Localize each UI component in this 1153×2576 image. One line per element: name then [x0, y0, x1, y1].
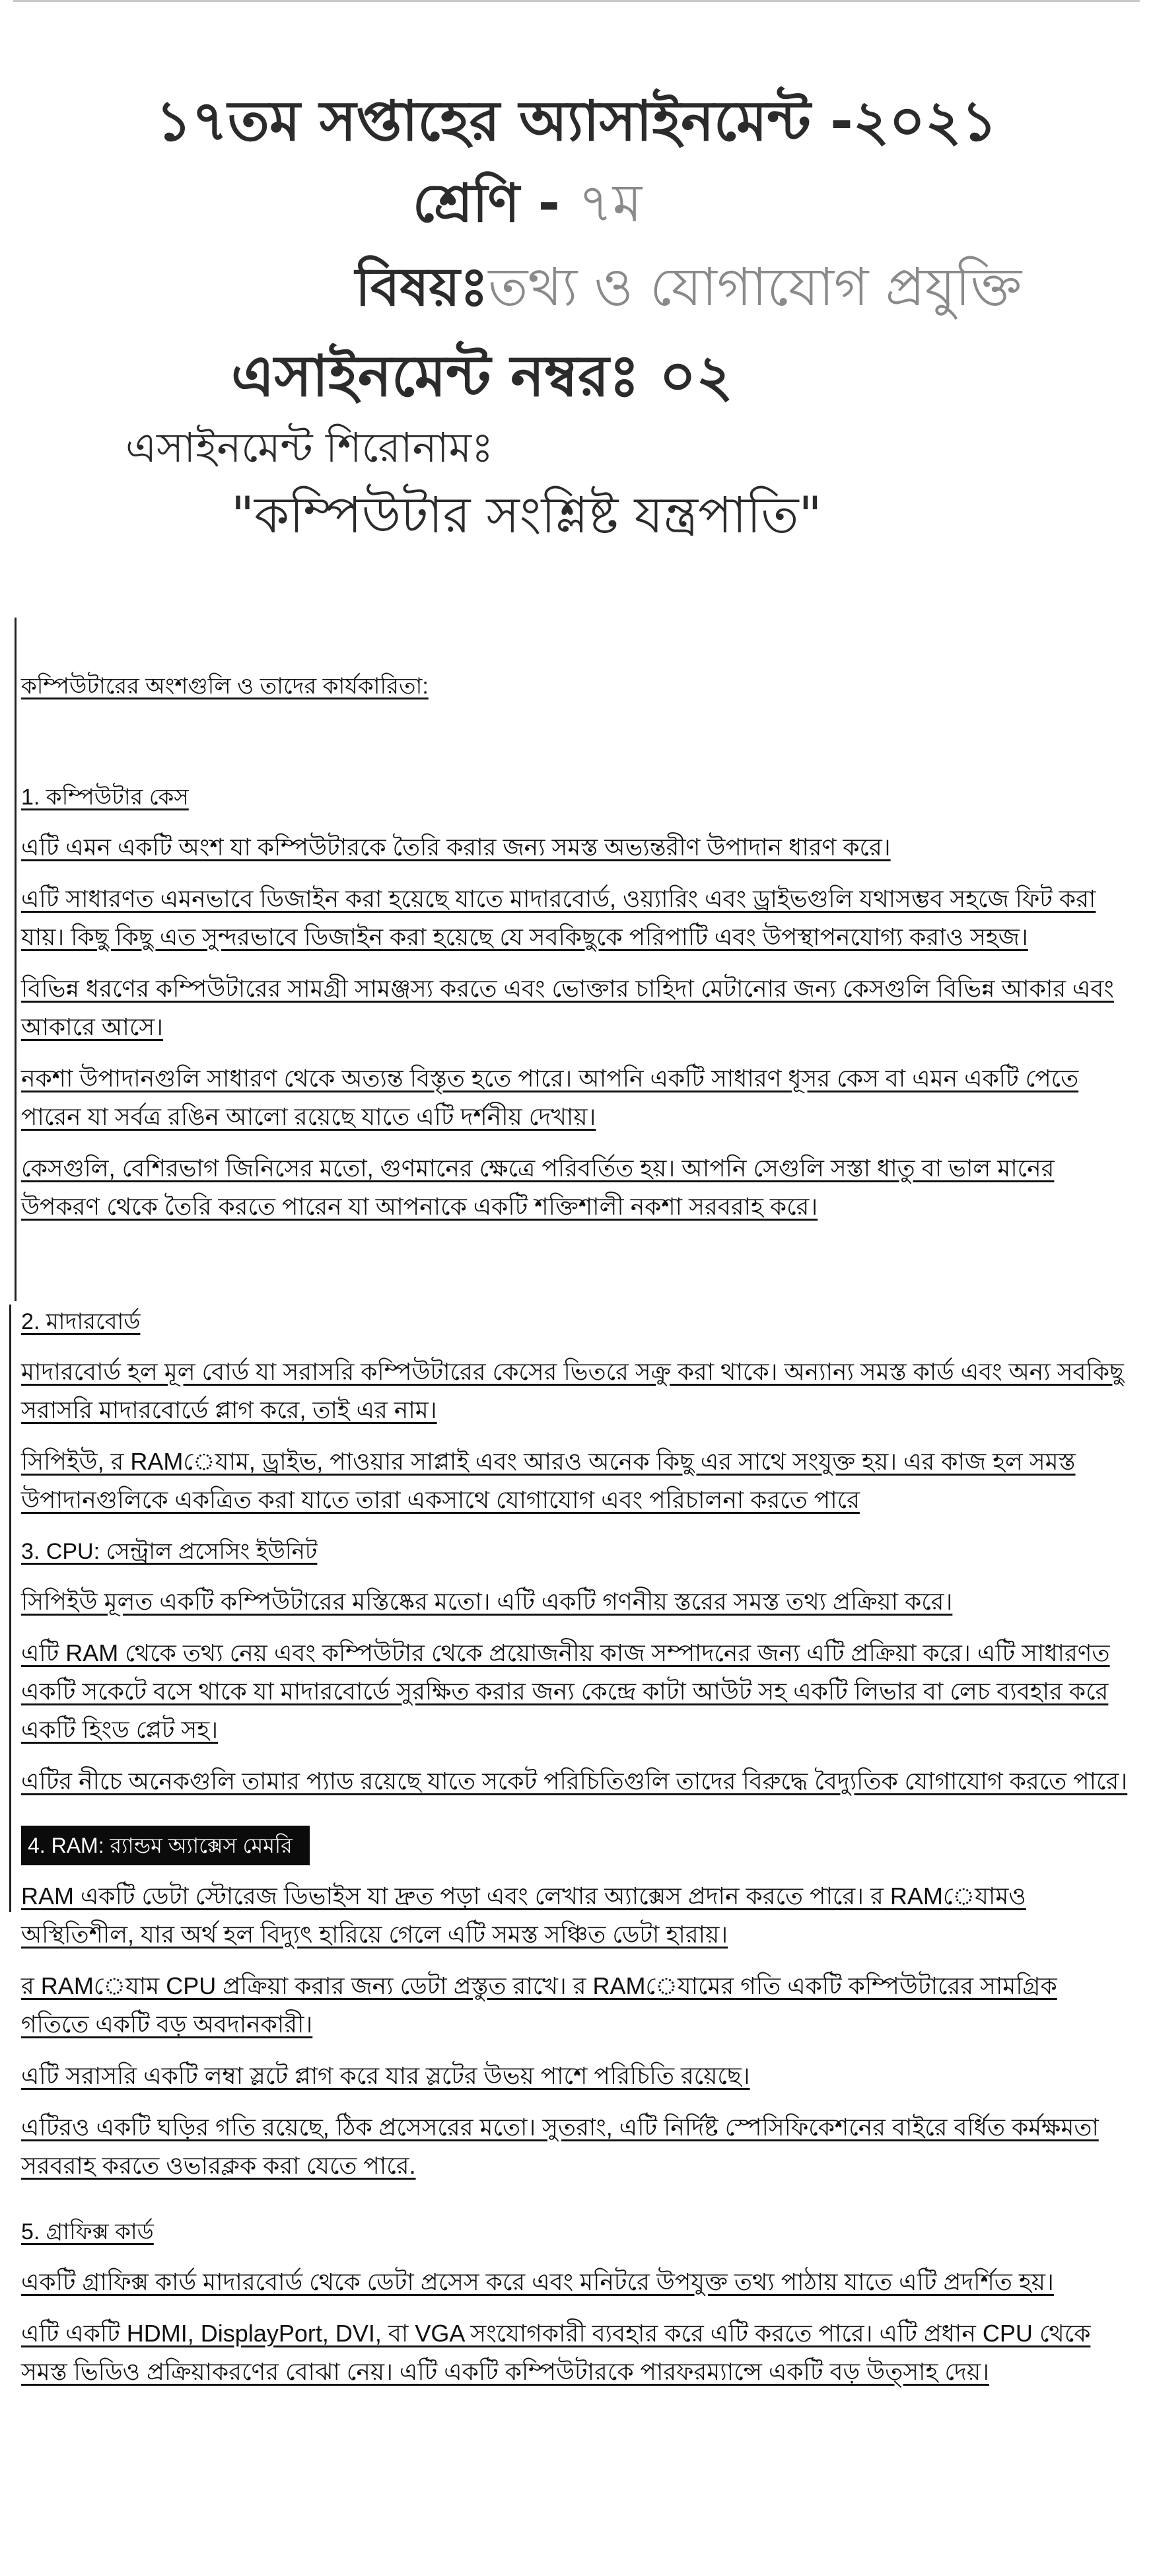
- paragraph: র RAMেযাম CPU প্রক্রিয়া করার জন্য ডেটা প্রস্তুত রাখে। র RAMেযামের গতি একটি কম্পিউটারের সামগ্রিক গতিতে একটি বড় অবদানকারী।: [21, 1972, 1057, 2038]
- intro-heading: কম্পিউটারের অংশগুলি ও তাদের কার্যকারিতা:: [21, 674, 429, 699]
- paragraph: মাদারবোর্ড হল মূল বোর্ড যা সরাসরি কম্পিউটারের কেসের ভিতরে সক্রু করা থাকে। অন্যান্য সমস্ত কার্ড এবং অন্য সবকিছু সরাসরি মাদারবোর্ডে প্লাগ করে, তাই এর নাম।: [21, 1358, 1124, 1423]
- class-value: ৭ম: [578, 172, 643, 234]
- paragraph: সিপিইউ মূলত একটি কম্পিউটারের মস্তিষ্কের মতো। এটি একটি গণনীয় স্তরের সমস্ত তথ্য প্রক্রিয়া করে।: [21, 1588, 953, 1615]
- subject-line: [355, 254, 1022, 320]
- class-line: [413, 170, 642, 236]
- paragraph: সিপিইউ, র RAMেযাম, ড্রাইভ, পাওয়ার সাপ্লাই এবং আরও অনেক কিছু এর সাথে সংযুক্ত হয়। এর কাজ হল সমস্ত উপাদানগুলিকে একত্রিত করা যাতে তারা একসাথে যোগাযোগ এবং পরিচালনা করতে পারে: [21, 1448, 1076, 1513]
- assignment-title-label: এসাইনমেন্ট শিরোনামঃ: [125, 423, 494, 472]
- margin-line-2: [9, 1305, 11, 1912]
- paragraph: এটি RAM থেকে তথ্য নেয় এবং কম্পিউটার থেকে প্রয়োজনীয় কাজ সম্পাদনের জন্য এটি প্রক্রিয়া করে। এটি সাধারণত একটি সকেটে বসে থাকে যা মাদারবোর্ডে সুরক্ষিত করার জন্য কেন্দ্রে কাটা আউট সহ একটি লিভার বা লেচ ব্যবহার করে একটি হিংড প্লেট সহ।: [21, 1639, 1110, 1743]
- paragraph: একটি গ্রাফিক্স কার্ড মাদারবোর্ড থেকে ডেটা প্রসেস করে এবং মনিটরে উপযুক্ত তথ্য পাঠায় যাতে এটি প্রদর্শিত হয়।: [21, 2268, 1054, 2295]
- top-rule: [13, 0, 1140, 2]
- subject-label: বিষয়ঃ: [355, 256, 489, 318]
- section-heading: 2. মাদারবোর্ড: [21, 1309, 141, 1334]
- paragraph: কেসগুলি, বেশিরভাগ জিনিসের মতো, গুণমানের ক্ষেত্রে পরিবর্তিত হয়। আপনি সেগুলি সস্তা ধাতু বা ভাল মানের উপকরণ থেকে তৈরি করতে পারেন যা আপনাকে একটি শক্তিশালী নকশা সরবরাহ করে।: [21, 1155, 1055, 1220]
- paragraph: এটি এমন একটি অংশ যা কম্পিউটারকে তৈরি করার জন্য সমস্ত অভ্যন্তরীণ উপাদান ধারণ করে।: [21, 834, 891, 861]
- assignment-number: এসাইনমেন্ট নম্বরঃ ০২: [231, 343, 734, 410]
- ram-section-heading: 4. RAM: র‍্যান্ডম অ্যাক্সেস মেমরি: [21, 1826, 310, 1865]
- class-label: শ্রেণি -: [413, 172, 578, 234]
- section-heading: 5. গ্রাফিক্স কার্ড: [21, 2219, 154, 2244]
- section-heading: 1. কম্পিউটার কেস: [21, 785, 189, 810]
- paragraph: এটিরও একটি ঘড়ির গতি রয়েছে, ঠিক প্রসেসরের মতো। সুতরাং, এটি নির্দিষ্ট স্পেসিফিকেশনের বাইরে বর্ধিত কর্মক্ষমতা সরবরাহ করতে ওভারক্লক করা যেতে পারে.: [21, 2114, 1099, 2179]
- paragraph: এটি একটি HDMI, DisplayPort, DVI, বা VGA সংযোগকারী ব্যবহার করে এটি করতে পারে। এটি প্রধান CPU থেকে সমস্ত ভিডিও প্রক্রিয়াকরণের বোঝা নেয়। এটি একটি কম্পিউটারকে পারফরম্যান্সে একটি বড় উত্সাহ দেয়।: [21, 2320, 1091, 2385]
- margin-line-1: [15, 618, 17, 1301]
- paragraph: RAM একটি ডেটা স্টোরেজ ডিভাইস যা দ্রুত পড়া এবং লেখার অ্যাক্সেস প্রদান করতে পারে। র RAMেযামও অস্থিতিশীল, যার অর্থ হল বিদ্যুৎ হারিয়ে গেলে এটি সমস্ত সঞ্চিত ডেটা হারায়।: [21, 1882, 1026, 1948]
- assignment-title-value: "কম্পিউটার সংশ্লিষ্ট যন্ত্রপাতি": [231, 485, 822, 544]
- section-heading: 3. CPU: সেন্ট্রাল প্রসেসিং ইউনিট: [21, 1539, 318, 1564]
- paragraph: এটি সরাসরি একটি লম্বা স্লটে প্লাগ করে যার স্লটের উভয় পাশে পরিচিতি রয়েছে।: [21, 2062, 750, 2089]
- subject-value: তথ্য ও যোগাযোগ প্রযুক্তি: [488, 256, 1022, 318]
- document-body: [21, 667, 1131, 2404]
- paragraph: এটির নীচে অনেকগুলি তামার প্যাড রয়েছে যাতে সকেট পরিচিতিগুলি তাদের বিরুদ্ধে বৈদ্যুতিক যোগাযোগ করতে পারে।: [21, 1768, 1128, 1795]
- paragraph: বিভিন্ন ধরণের কম্পিউটারের সামগ্রী সামঞ্জস্য করতে এবং ভোক্তার চাহিদা মেটানোর জন্য কেসগুলি বিভিন্ন আকার এবং আকারে আসে।: [21, 975, 1114, 1040]
- paragraph: নকশা উপাদানগুলি সাধারণ থেকে অত্যন্ত বিস্তৃত হতে পারে। আপনি একটি সাধারণ ধূসর কেস বা এমন একটি পেতে পারেন যা সর্বত্র রঙিন আলো রয়েছে যাতে এটি দর্শনীয় দেখায়।: [21, 1065, 1079, 1130]
- assignment-week-title: ১৭তম সপ্তাহের অ্যাসাইনমেন্ট -২০২১: [155, 89, 998, 153]
- paragraph: এটি সাধারণত এমনভাবে ডিজাইন করা হয়েছে যাতে মাদারবোর্ড, ওয়্যারিং এবং ড্রাইভগুলি যথাসম্ভব সহজে ফিট করা যায়। কিছু কিছু এত সুন্দরভাবে ডিজাইন করা হয়েছে যে সবকিছুকে পরিপাটি এবং উপস্থাপনযোগ্য করাও সহজ।: [21, 885, 1096, 950]
